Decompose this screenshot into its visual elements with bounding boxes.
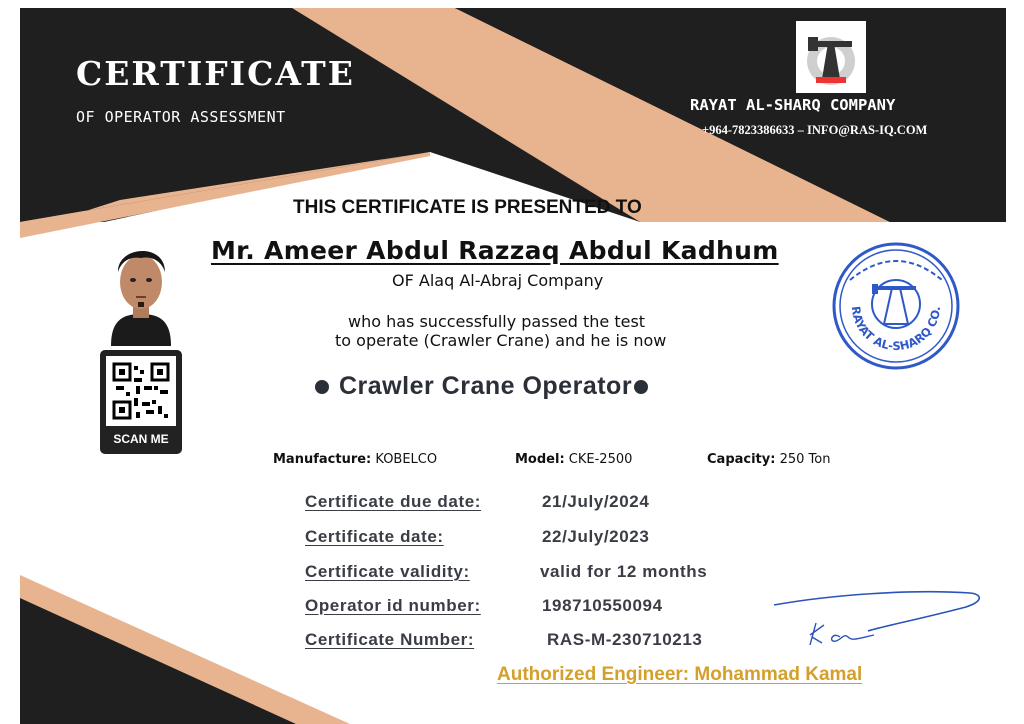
manufacture-value: KOBELCO — [371, 452, 438, 467]
certificate-number-value: RAS-M-230710213 — [547, 630, 703, 649]
presented-to-heading: THIS CERTIFICATE IS PRESENTED TO — [293, 197, 642, 218]
recipient-name: Mr. Ameer Abdul Razzaq Abdul Kadhum — [211, 236, 779, 265]
capacity-value: 250 Ton — [775, 452, 831, 467]
due-date-label: Certificate due date: — [305, 492, 482, 511]
detail-row-operator-id — [305, 596, 775, 618]
company-seal-icon — [830, 240, 962, 372]
statement-line-2: to operate (Crawler Crane) and he is now — [335, 331, 667, 350]
statement-line-1: who has successfully passed the test — [348, 312, 646, 331]
detail-row-certificate-date — [305, 527, 775, 549]
bullet-icon — [315, 380, 329, 394]
manufacture-label: Manufacture: — [273, 452, 372, 467]
model-label: Model: — [515, 452, 565, 467]
signature-icon — [770, 585, 990, 655]
stamp-text: RAYAT AL-SHARQ CO. — [848, 305, 944, 354]
spec-manufacture — [273, 452, 437, 467]
certificate-subtitle: OF OPERATOR ASSESSMENT — [76, 108, 286, 126]
company-name: RAYAT AL-SHARQ COMPANY — [690, 96, 896, 114]
due-date-value: 21/July/2024 — [542, 492, 650, 511]
capacity-label: Capacity: — [707, 452, 776, 467]
operator-id-label: Operator id number: — [305, 596, 481, 615]
validity-label: Certificate validity: — [305, 562, 470, 581]
model-value: CKE-2500 — [564, 452, 633, 467]
certificate-title: CERTIFICATE — [76, 54, 355, 93]
detail-row-validity — [305, 562, 775, 584]
recipient-organization: OF Alaq Al-Abraj Company — [392, 271, 604, 290]
scan-me-label: SCAN ME — [113, 432, 169, 446]
role-title — [315, 372, 648, 401]
authorized-engineer: Authorized Engineer: Mohammad Kamal — [497, 664, 863, 685]
certificate-number-label: Certificate Number: — [305, 630, 475, 649]
qr-code-card[interactable] — [100, 350, 182, 454]
spec-capacity — [707, 452, 830, 467]
operator-photo — [103, 236, 179, 346]
oil-pump-gear-logo-icon — [796, 21, 866, 93]
certificate-date-label: Certificate date: — [305, 527, 444, 546]
detail-row-due-date — [305, 492, 775, 514]
detail-row-certificate-number — [305, 630, 775, 652]
company-contact: +964-7823386633 – INFO@RAS-IQ.COM — [702, 123, 928, 137]
validity-value: valid for 12 months — [540, 562, 708, 581]
spec-model — [515, 452, 632, 467]
certificate-date-value: 22/July/2023 — [542, 527, 650, 546]
qr-code-icon — [106, 356, 176, 426]
operator-id-value: 198710550094 — [542, 596, 663, 615]
bullet-icon — [634, 380, 648, 394]
svg-text:RAYAT AL-SHARQ CO. — [849, 305, 943, 353]
role-label: Crawler Crane Operator — [339, 372, 633, 400]
